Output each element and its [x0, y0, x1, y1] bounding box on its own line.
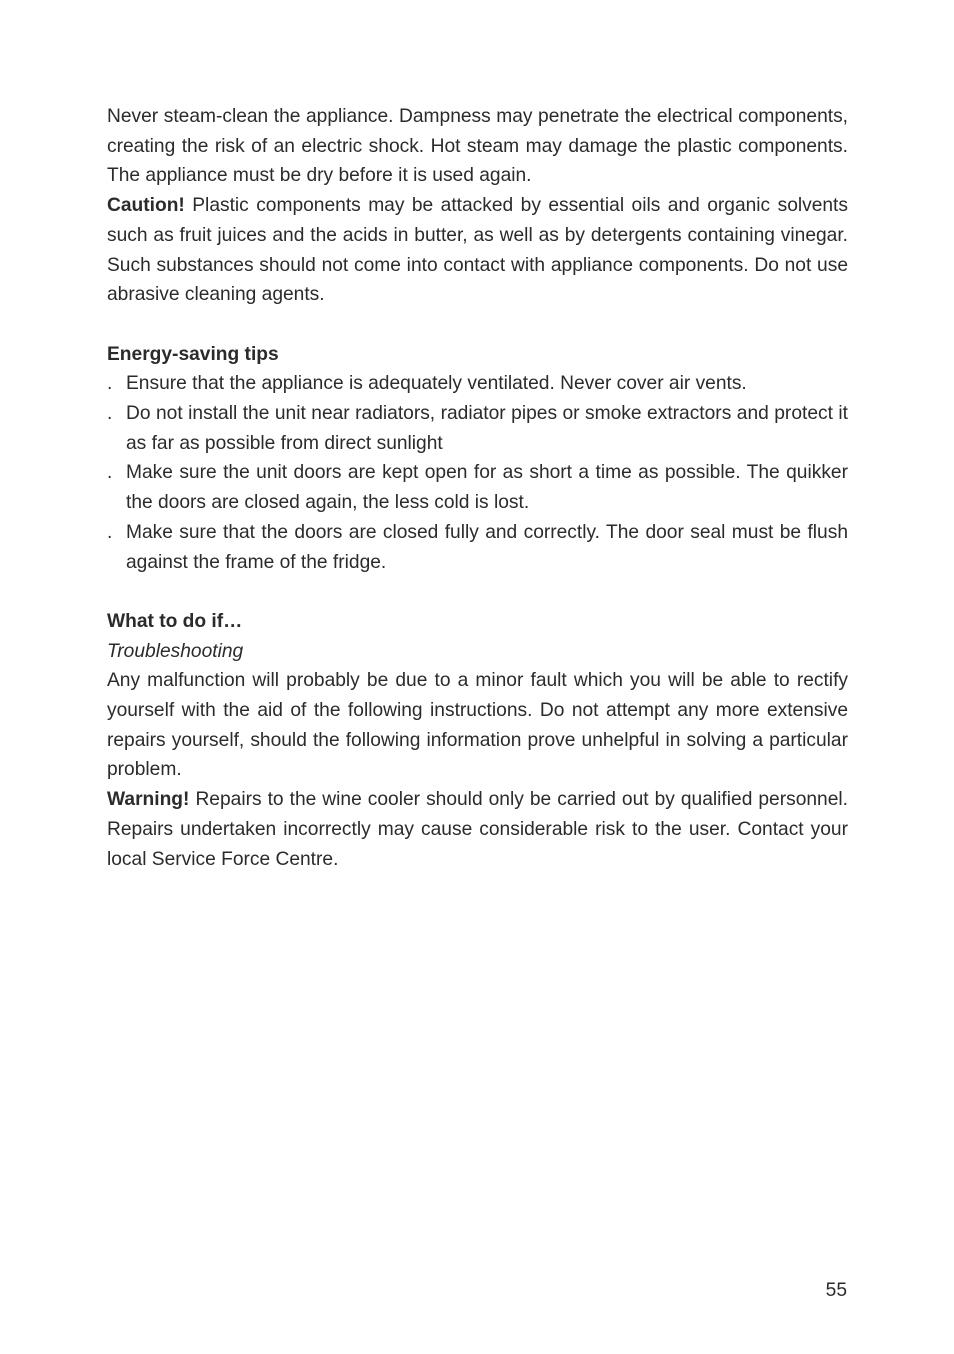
bullet-marker: . [107, 462, 113, 484]
tip-text: Make sure that the doors are closed fully and correctly. The door seal must be flush against the frame of the fridge. [126, 521, 848, 573]
list-item [107, 458, 848, 517]
tip-text: Ensure that the appliance is adequately ventilated. Never cover air vents. [126, 373, 747, 395]
bullet-marker: . [107, 521, 113, 543]
steam-clean-paragraph: Never steam-clean the appliance. Dampness may penetrate the electrical components, creating the risk of an electric shock. Hot steam may damage the plastic components. The appliance must be dry before it is used again. [107, 106, 848, 187]
list-item [107, 518, 848, 577]
troubleshooting-subheading: Troubleshooting [107, 640, 244, 662]
tip-text: Do not install the unit near radiators, radiator pipes or smoke extractors and protect it as far as possible from direct sunlight [126, 403, 848, 454]
section-spacer [107, 577, 848, 607]
energy-saving-heading: Energy-saving tips [107, 343, 279, 365]
malfunction-paragraph: Any malfunction will probably be due to a minor fault which you will be able to rectify yourself with the aid of the following instructions. Do not attempt any more extensive repairs yourself, should the following information prove unhelpful in solving a particular problem. [107, 670, 848, 781]
page-number: 55 [825, 1280, 847, 1301]
section-spacer [107, 310, 848, 340]
list-item [107, 369, 848, 399]
list-item [107, 399, 848, 458]
caution-label: Caution! [107, 195, 185, 217]
bullet-marker: . [107, 403, 113, 425]
bullet-marker: . [107, 373, 113, 395]
what-to-do-heading: What to do if… [107, 610, 243, 632]
warning-label: Warning! [107, 789, 190, 811]
energy-tips-list [107, 369, 848, 577]
page-content [107, 102, 848, 874]
caution-paragraph [107, 191, 848, 310]
tip-text: Make sure the unit doors are kept open for as short a time as possible. The quikker the doors are closed again, the less cold is lost. [126, 462, 848, 514]
warning-text: Repairs to the wine cooler should only be carried out by qualified personnel. Repairs undertaken incorrectly may cause considerable risk to the user. Contact your local Service Force Centre. [107, 789, 848, 870]
warning-paragraph [107, 785, 848, 874]
caution-text: Plastic components may be attacked by essential oils and organic solvents such as fruit juices and the acids in butter, as well as by detergents containing vinegar. Such substances should not come into contact with appliance components. Do not use abrasive cleaning agents. [107, 195, 848, 306]
